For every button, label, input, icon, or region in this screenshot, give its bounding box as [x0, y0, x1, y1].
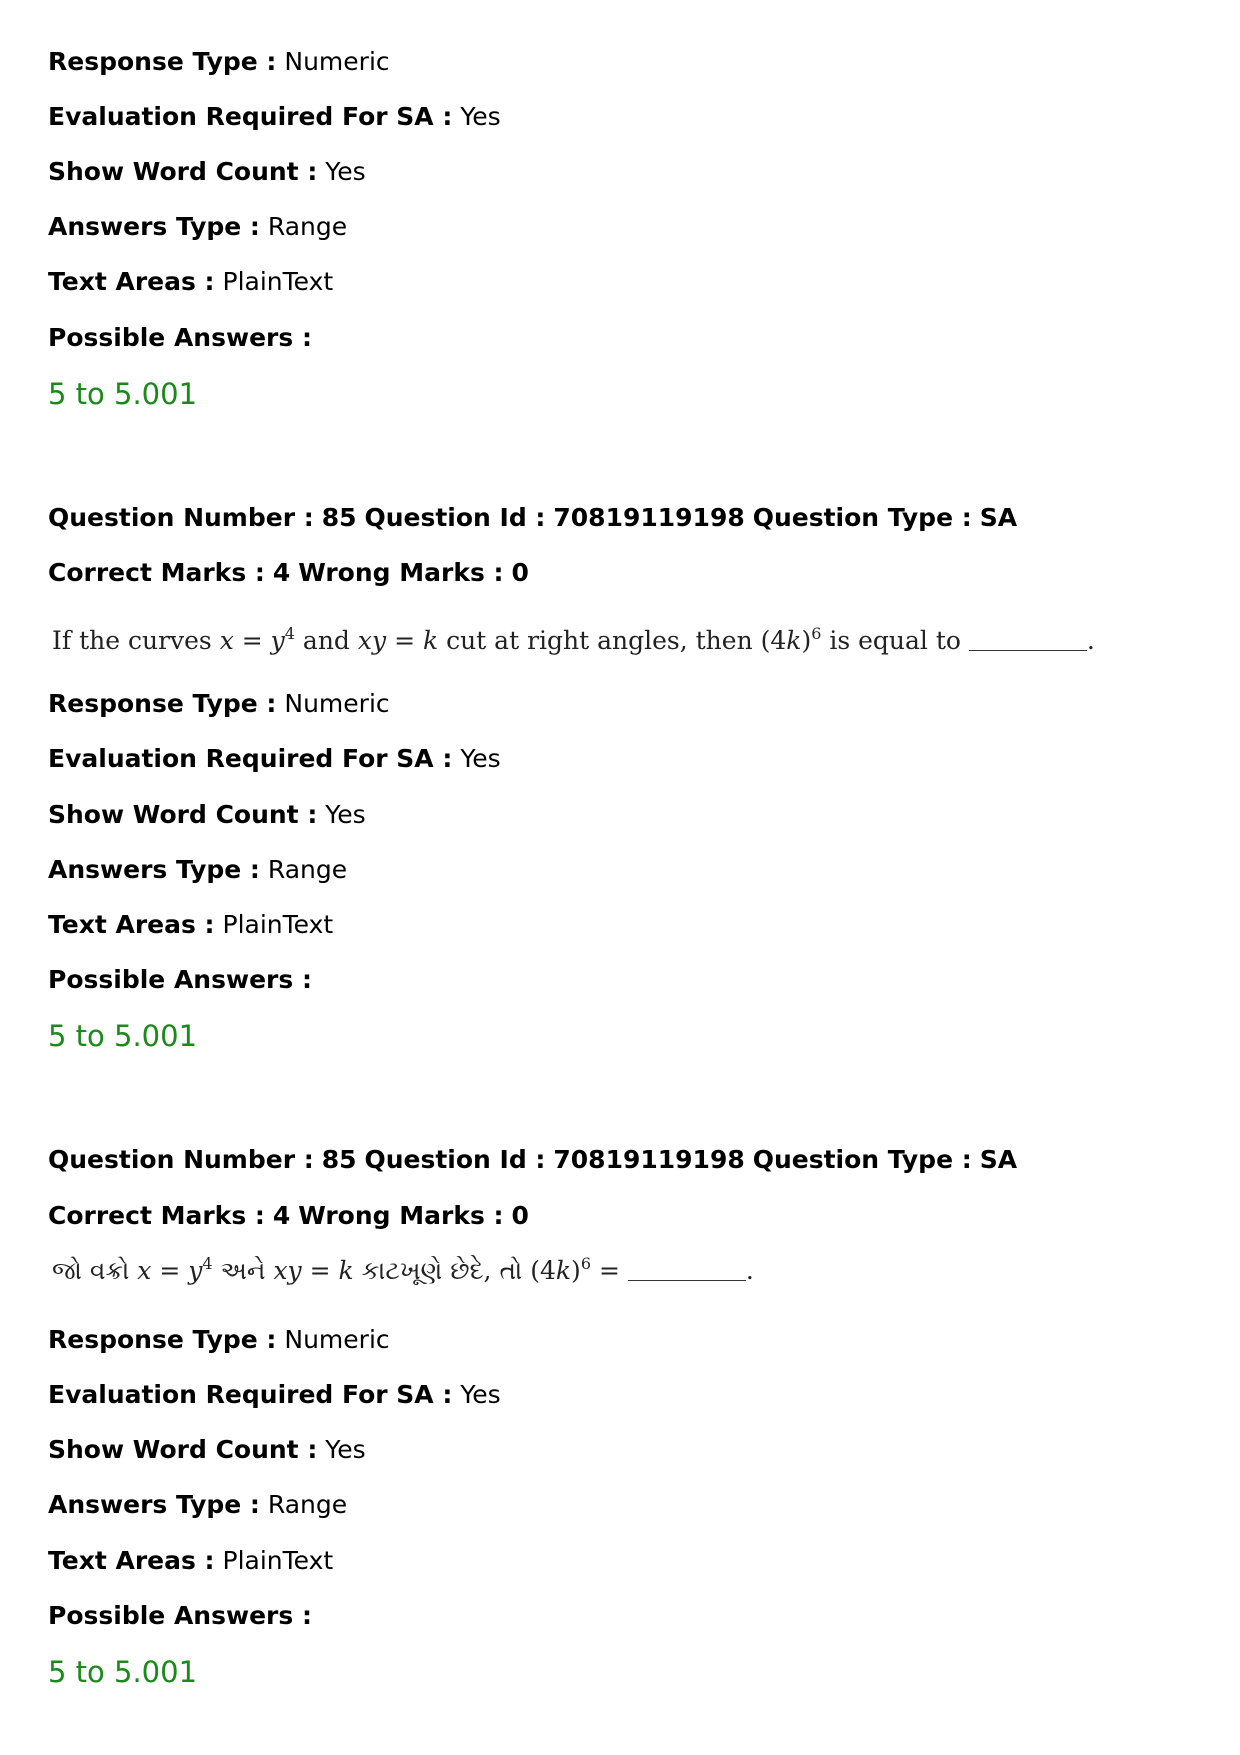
question-type-label: Question Type : [752, 503, 972, 532]
question-type-label: Question Type : [752, 1145, 972, 1174]
math-variable: x [219, 626, 234, 655]
text-areas-value: PlainText [222, 1546, 334, 1575]
word-count-row [48, 799, 366, 831]
question-text-part: . [1086, 626, 1095, 655]
marks-row [48, 557, 529, 589]
possible-answers-label: Possible Answers : [48, 323, 312, 352]
question-text-part: અને [212, 1256, 274, 1285]
question-text-part: and [294, 626, 358, 655]
marks-row [48, 1200, 529, 1232]
possible-answers-row [48, 322, 312, 354]
evaluation-label: Evaluation Required For SA : [48, 744, 453, 773]
math-operator: ) [801, 626, 812, 655]
word-count-value: Yes [325, 157, 366, 186]
answer-blank [628, 1258, 746, 1281]
question-type-value: SA [979, 1145, 1018, 1174]
math-variable: k [422, 626, 439, 655]
question-header [48, 502, 1017, 534]
math-variable: xy [273, 1256, 302, 1285]
question-id-label: Question Id : [364, 1145, 546, 1174]
wrong-marks-label: Wrong Marks : [298, 558, 504, 587]
text-areas-row [48, 1545, 333, 1577]
question-type-value: SA [979, 503, 1018, 532]
possible-answers-row [48, 964, 312, 996]
text-areas-value: PlainText [222, 267, 334, 296]
question-header [48, 1144, 1017, 1176]
response-type-row [48, 46, 390, 78]
question-number-label: Question Number : [48, 503, 314, 532]
evaluation-value: Yes [460, 102, 501, 131]
math-variable: k [555, 1256, 572, 1285]
math-operator: = [233, 626, 271, 655]
evaluation-value: Yes [460, 1380, 501, 1409]
math-operator: = [301, 1256, 339, 1285]
correct-marks-value: 4 [272, 558, 291, 587]
correct-marks-label: Correct Marks : [48, 558, 265, 587]
response-type-label: Response Type : [48, 1325, 277, 1354]
question-id-label: Question Id : [364, 503, 546, 532]
text-areas-value: PlainText [222, 910, 334, 939]
answers-type-value: Range [267, 855, 348, 884]
possible-answer-value: 5 to 5.001 [48, 1019, 198, 1053]
math-operator: = [386, 626, 423, 655]
response-type-label: Response Type : [48, 47, 277, 76]
math-variable: xy [357, 626, 387, 655]
answers-type-label: Answers Type : [48, 855, 260, 884]
math-exponent: 6 [811, 624, 822, 643]
text-areas-label: Text Areas : [48, 910, 215, 939]
word-count-label: Show Word Count : [48, 1435, 318, 1464]
evaluation-label: Evaluation Required For SA : [48, 102, 453, 131]
answers-type-row [48, 211, 347, 243]
response-type-row [48, 688, 390, 720]
evaluation-value: Yes [460, 744, 501, 773]
answer-blank [969, 628, 1087, 651]
word-count-label: Show Word Count : [48, 800, 318, 829]
word-count-value: Yes [325, 1435, 366, 1464]
possible-answer-value: 5 to 5.001 [48, 377, 198, 411]
question-id-value: 70819119198 [553, 503, 745, 532]
possible-answers-label: Possible Answers : [48, 965, 312, 994]
word-count-value: Yes [325, 800, 366, 829]
question-id-value: 70819119198 [553, 1145, 745, 1174]
math-exponent: 4 [284, 624, 295, 643]
math-exponent: 6 [580, 1254, 591, 1273]
question-text-part: If the curves [52, 626, 220, 655]
response-type-value: Numeric [284, 1325, 390, 1354]
answers-type-label: Answers Type : [48, 1490, 260, 1519]
response-type-value: Numeric [284, 689, 390, 718]
question-number-label: Question Number : [48, 1145, 314, 1174]
response-type-row [48, 1324, 390, 1356]
possible-answers-row [48, 1600, 312, 1632]
word-count-label: Show Word Count : [48, 157, 318, 186]
text-areas-label: Text Areas : [48, 267, 215, 296]
wrong-marks-value: 0 [511, 558, 529, 587]
question-text-gujarati [52, 1254, 754, 1288]
response-type-label: Response Type : [48, 689, 277, 718]
wrong-marks-label: Wrong Marks : [298, 1201, 504, 1230]
text-areas-row [48, 266, 333, 298]
question-text-part: જો વક્રો [52, 1256, 138, 1285]
correct-marks-value: 4 [272, 1201, 291, 1230]
question-text-part: = [591, 1256, 628, 1285]
math-variable: y [188, 1256, 203, 1285]
math-variable: k [338, 1256, 354, 1285]
answers-type-label: Answers Type : [48, 212, 260, 241]
math-variable: x [137, 1256, 152, 1285]
math-variable: k [786, 626, 802, 655]
question-text-part: cut at right angles, then (4 [438, 626, 787, 655]
math-operator: ) [571, 1256, 581, 1285]
possible-answer-value: 5 to 5.001 [48, 1655, 198, 1689]
text-areas-row [48, 909, 333, 941]
math-variable: y [270, 626, 285, 655]
wrong-marks-value: 0 [511, 1201, 529, 1230]
correct-marks-label: Correct Marks : [48, 1201, 265, 1230]
question-text-part: . [745, 1256, 754, 1285]
evaluation-row [48, 1379, 501, 1411]
word-count-row [48, 156, 366, 188]
answers-type-row [48, 854, 347, 886]
text-areas-label: Text Areas : [48, 1546, 215, 1575]
possible-answers-label: Possible Answers : [48, 1601, 312, 1630]
math-exponent: 4 [202, 1254, 213, 1273]
evaluation-label: Evaluation Required For SA : [48, 1380, 453, 1409]
question-number-value: 85 [321, 503, 357, 532]
response-type-value: Numeric [284, 47, 390, 76]
evaluation-row [48, 101, 501, 133]
evaluation-row [48, 743, 501, 775]
answers-type-row [48, 1489, 347, 1521]
question-text-part: is equal to [821, 626, 969, 655]
answers-type-value: Range [267, 1490, 348, 1519]
word-count-row [48, 1434, 366, 1466]
answers-type-value: Range [267, 212, 348, 241]
math-operator: = [151, 1256, 189, 1285]
question-number-value: 85 [321, 1145, 357, 1174]
question-text-part: કાટખૂણે છેદે, તો (4 [353, 1256, 556, 1285]
question-text-english [52, 624, 1095, 658]
